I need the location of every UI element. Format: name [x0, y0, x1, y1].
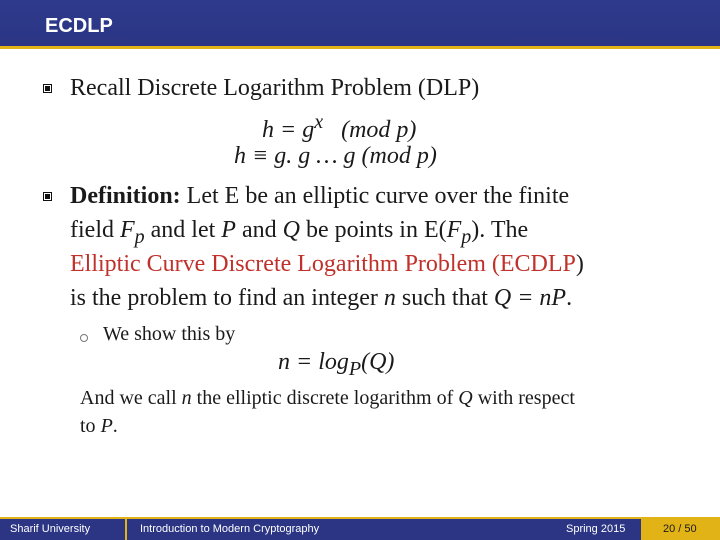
square-bullet-icon: [43, 84, 52, 93]
text-the: ). The: [471, 217, 529, 243]
formula-log: [278, 348, 394, 383]
formula-dlp-exponent: x: [314, 111, 324, 133]
math-F-2: F: [446, 217, 462, 243]
text-and-let: and let: [150, 217, 216, 243]
text-to: to: [80, 415, 96, 437]
footer-page-number: 20 / 50: [663, 523, 697, 535]
bullet-recall-dlp: Recall Discrete Logarithm Problem (DLP): [70, 75, 480, 101]
math-n: n: [383, 285, 396, 311]
ecdlp-name: Elliptic Curve Discrete Logarithm Problem (ECDLP: [70, 251, 576, 277]
definition-line-4: [70, 284, 572, 312]
math-sub-p: p: [134, 225, 145, 248]
formula-dlp-mod: (mod p): [341, 117, 417, 143]
definition-line-3: [70, 250, 584, 278]
footer-term: Spring 2015: [566, 523, 626, 535]
circle-bullet-icon: [80, 334, 88, 342]
title-bar: [0, 0, 720, 49]
definition-label: Definition:: [70, 183, 181, 209]
math-P-2: P: [100, 415, 113, 437]
footer-divider: [125, 519, 127, 540]
text-with-respect: with respect: [477, 387, 575, 409]
math-Q: Q: [282, 217, 300, 243]
formula-dlp-base: h = g: [262, 117, 315, 143]
math-Q-2: Q: [458, 387, 473, 409]
text-field: field: [70, 217, 114, 243]
text-such-that: such that: [401, 285, 488, 311]
conclusion-line-2: [80, 414, 118, 438]
definition-line-1: [70, 182, 569, 210]
formula-dlp: [262, 108, 416, 144]
period-2: .: [112, 415, 118, 437]
formula-dlp-expanded: h ≡ g. g … g (mod p): [234, 143, 437, 169]
footer-university: Sharif University: [10, 523, 91, 535]
formula-log-arg: (Q): [361, 349, 395, 375]
formula-log-base: P: [348, 357, 362, 380]
text-elliptic-log: the elliptic discrete logarithm of: [196, 387, 454, 409]
sub-bullet-show: We show this by: [103, 323, 236, 345]
text-and-we-call: And we call: [80, 387, 177, 409]
definition-line-2: [70, 216, 528, 251]
text-and: and: [241, 217, 277, 243]
math-Q-eq-nP: Q = nP: [493, 285, 567, 311]
text-points-in: be points in E(: [305, 217, 447, 243]
period: .: [566, 285, 573, 311]
square-bullet-icon: [43, 192, 52, 201]
math-P: P: [221, 217, 236, 243]
conclusion-line-1: [80, 386, 575, 410]
formula-log-main: n = log: [278, 349, 349, 375]
footer-page-box: [641, 519, 720, 540]
definition-text-1: Let E be an elliptic curve over the finite: [186, 183, 570, 209]
math-F: F: [119, 217, 135, 243]
math-n-2: n: [181, 387, 192, 409]
closing-paren: ): [575, 251, 584, 277]
footer-bar: [0, 517, 720, 540]
text-find-integer: is the problem to find an integer: [70, 285, 378, 311]
footer-course: Introduction to Modern Cryptography: [140, 523, 320, 535]
slide-title: ECDLP: [45, 15, 113, 37]
math-sub-p-2: p: [461, 225, 472, 248]
